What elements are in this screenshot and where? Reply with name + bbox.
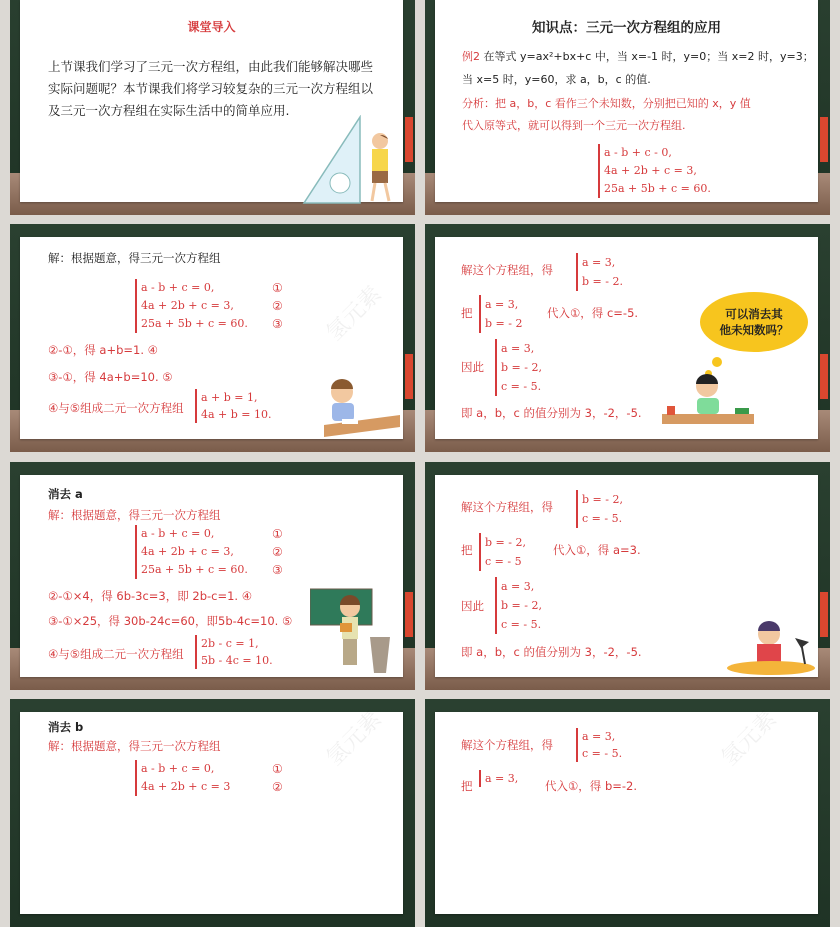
solution-intro: 解：根据题意，得三元一次方程组 <box>48 508 221 522</box>
slide-thumbnail-6[interactable] <box>425 462 830 690</box>
solution-intro: 解：根据题意，得三元一次方程组 <box>48 251 221 265</box>
equation: c = - 5. <box>582 512 623 525</box>
equation: 4a + 2b + c = 3 <box>141 780 231 793</box>
equation: 4a + 2b + c = 3, <box>604 164 697 177</box>
solution-system <box>576 253 623 291</box>
substitute-prefix: 把 <box>461 543 473 557</box>
slide-card <box>20 475 403 677</box>
hence-label: 因此 <box>461 360 484 374</box>
equation: a + b = 1, <box>201 391 258 404</box>
equation-system <box>598 144 711 198</box>
equation-number: ③ <box>272 317 283 331</box>
equation: 2b - c = 1, <box>201 637 259 650</box>
slide-card <box>435 475 818 677</box>
book-decoration <box>405 117 413 162</box>
equation: b = - 2. <box>582 275 623 288</box>
equation: 4a + 2b + c = 3, <box>141 299 234 312</box>
equation: 5b - 4c = 10. <box>201 654 273 667</box>
equation-system <box>195 635 273 669</box>
equation: c = - 5 <box>485 555 522 568</box>
equation: a = 3, <box>485 298 519 311</box>
slide-card <box>20 0 403 202</box>
equation: a = 3, <box>501 580 535 593</box>
solution-intro: 解：根据题意，得三元一次方程组 <box>48 739 221 753</box>
solution-system <box>576 490 623 528</box>
teacher-at-chalkboard-illustration <box>310 587 400 679</box>
final-answer: 即 a，b，c 的值分别为 3，-2，-5. <box>461 645 642 659</box>
substitute-system <box>479 295 522 333</box>
equation: b = - 2, <box>582 493 623 506</box>
final-answer: 即 a，b，c 的值分别为 3，-2，-5. <box>461 406 642 420</box>
equation-number: ① <box>272 762 283 776</box>
slide-card <box>20 237 403 439</box>
book-decoration <box>405 354 413 399</box>
slide-title: 课堂导入 <box>187 20 236 34</box>
equation: a - b + c - 0, <box>604 146 672 159</box>
hence-system <box>495 577 542 634</box>
step-line: ②-①，得 a+b=1. ④ <box>48 343 158 357</box>
slide-thumbnail-3[interactable] <box>10 224 415 452</box>
equation-system <box>135 760 230 796</box>
equation: 4a + b = 10. <box>201 408 272 421</box>
step-line: ③-①×25，得 30b-24c=60，即5b-4c=10. ⑤ <box>48 614 293 628</box>
equation: a - b + c = 0, <box>141 527 215 540</box>
solution-system <box>576 728 622 762</box>
slide-thumbnail-7[interactable] <box>10 699 415 927</box>
step-line: ④与⑤组成二元一次方程组 <box>48 647 184 661</box>
equation-system <box>135 525 248 579</box>
watermark: 氢元素 <box>322 706 387 772</box>
equation-system <box>195 389 272 423</box>
slide-thumbnail-4[interactable] <box>425 224 830 452</box>
bubble-dot <box>712 357 722 367</box>
equation: a - b + c = 0, <box>141 762 215 775</box>
equation-system <box>135 279 248 333</box>
substitute-prefix: 把 <box>461 779 473 793</box>
substitute-system <box>479 770 518 787</box>
solve-text: 解这个方程组，得 <box>461 500 553 514</box>
equation: b = - 2, <box>501 599 542 612</box>
equation: 25a + 5b + c = 60. <box>141 563 248 576</box>
equation: 25a + 5b + c = 60. <box>141 317 248 330</box>
equation: b = - 2, <box>501 361 542 374</box>
example-line-1 <box>462 50 814 64</box>
equation: 25a + 5b + c = 60. <box>604 182 711 195</box>
equation: b = - 2 <box>485 317 523 330</box>
equation: 4a + 2b + c = 3, <box>141 545 234 558</box>
thought-bubble <box>700 292 808 352</box>
hence-system <box>495 339 542 396</box>
equation: c = - 5. <box>501 380 542 393</box>
hence-label: 因此 <box>461 599 484 613</box>
step-line: ③-①，得 4a+b=10. ⑤ <box>48 370 173 384</box>
intro-paragraph: 上节课我们学习了三元一次方程组，由此我们能够解决哪些实际问题呢？本节课我们将学习较复杂的三元一次方程组以及三元一次方程组在实际生活中的简单应用. <box>48 59 374 118</box>
slide-card <box>435 237 818 439</box>
equation: c = - 5. <box>582 747 623 760</box>
book-decoration <box>820 592 828 637</box>
equation: a = 3, <box>582 730 616 743</box>
equation: b = - 2, <box>485 536 526 549</box>
reading-student-illustration <box>725 620 817 677</box>
equation-number: ② <box>272 299 283 313</box>
substitute-system <box>479 533 526 571</box>
slide-title: 知识点：三元一次方程组的应用 <box>532 20 721 36</box>
slide-card <box>20 706 403 914</box>
thinking-student-illustration <box>657 372 757 434</box>
substitute-result: 代入①，得 c=-5. <box>547 306 639 320</box>
solve-text: 解这个方程组，得 <box>461 263 553 277</box>
slide-card <box>435 706 818 914</box>
book-decoration <box>820 354 828 399</box>
set-square-illustration <box>302 115 397 205</box>
book-decoration <box>820 117 828 162</box>
equation: a = 3, <box>501 342 535 355</box>
method-heading: 消去 b <box>48 720 84 734</box>
equation-number: ① <box>272 281 283 295</box>
solve-text: 解这个方程组，得 <box>461 738 553 752</box>
analysis-line-2: 代入原等式，就可以得到一个三元一次方程组. <box>462 119 686 132</box>
bubble-line: 可以消去其 <box>725 307 783 321</box>
slide-card <box>435 0 818 202</box>
slide-thumbnail-8[interactable] <box>425 699 830 927</box>
substitute-prefix: 把 <box>461 306 473 320</box>
book-decoration <box>405 592 413 637</box>
watermark: 氢元素 <box>322 281 387 347</box>
example-label: 例2 <box>462 50 480 63</box>
substitute-result: 代入①，得 b=-2. <box>545 779 638 793</box>
example-line-2: 当 x=5 时，y=60，求 a，b，c 的值. <box>462 73 651 86</box>
example-text: 在等式 y=ax²+bx+c 中，当 x=-1 时，y=0；当 x=2 时，y=3； <box>483 50 814 63</box>
method-heading: 消去 a <box>48 487 83 501</box>
equation-number: ② <box>272 780 283 794</box>
student-at-desk-illustration <box>302 377 402 439</box>
slide-thumbnail-1[interactable] <box>10 0 415 215</box>
slide-thumbnail-5[interactable] <box>10 462 415 690</box>
step-line: ④与⑤组成二元一次方程组 <box>48 401 184 415</box>
substitute-result: 代入①，得 a=3. <box>553 543 641 557</box>
equation-number: ① <box>272 527 283 541</box>
bubble-line: 他未知数吗？ <box>719 323 789 337</box>
slide-thumbnail-2[interactable] <box>425 0 830 215</box>
analysis-line-1: 分析：把 a，b，c 看作三个未知数，分别把已知的 x，y 值 <box>462 97 751 110</box>
equation-number: ② <box>272 545 283 559</box>
equation: a = 3, <box>485 772 519 785</box>
equation: a - b + c = 0, <box>141 281 215 294</box>
equation: c = - 5. <box>501 618 542 631</box>
watermark: 氢元素 <box>717 706 782 772</box>
equation-number: ③ <box>272 563 283 577</box>
step-line: ②-①×4，得 6b-3c=3，即 2b-c=1. ④ <box>48 589 253 603</box>
equation: a = 3, <box>582 256 616 269</box>
